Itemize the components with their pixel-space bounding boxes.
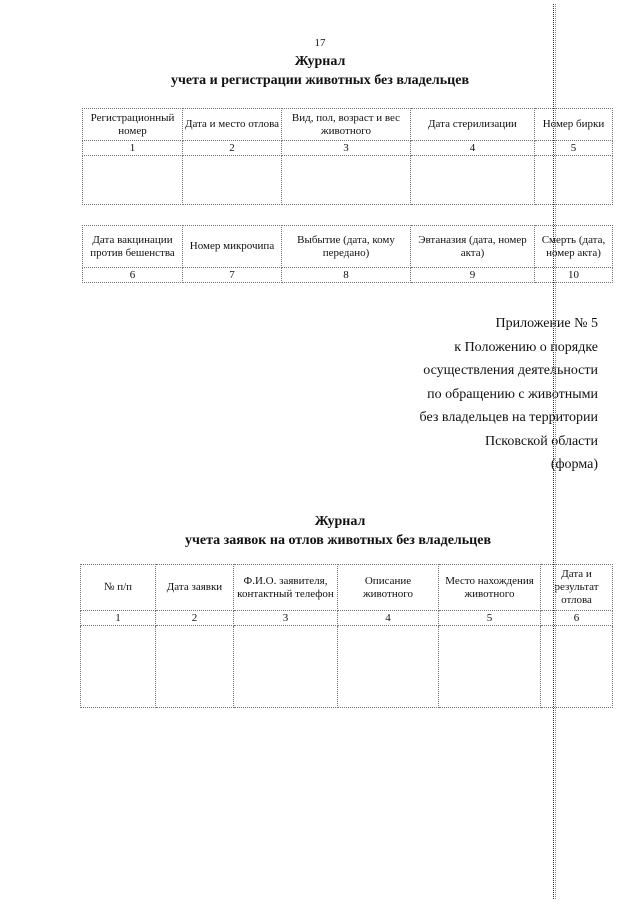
number-cell: 4 <box>338 611 439 626</box>
table-empty-row <box>81 626 613 708</box>
number-cell: 3 <box>234 611 338 626</box>
empty-cell <box>282 156 411 205</box>
header-cell: Дата и результат отлова <box>541 565 613 611</box>
number-cell: 1 <box>83 141 183 156</box>
table-header-row <box>83 109 613 141</box>
table-number-row <box>83 268 613 283</box>
journal2-title: Журнал <box>314 514 366 529</box>
empty-cell <box>83 156 183 205</box>
header-cell: Смерть (дата, номер акта) <box>535 226 613 268</box>
appendix-line: без владельцев на территории <box>419 410 598 425</box>
header-cell: Регистрационный номер <box>83 109 183 141</box>
number-cell: 2 <box>183 141 282 156</box>
appendix-line: осуществления деятельности <box>423 363 598 378</box>
journal2-subtitle: учета заявок на отлов животных без владельцев <box>184 533 492 548</box>
number-cell: 10 <box>535 268 613 283</box>
journal1-subtitle: учета и регистрации животных без владельцев <box>170 73 470 88</box>
appendix-line: по обращению с животными <box>427 386 598 402</box>
number-cell: 4 <box>411 141 535 156</box>
appendix-line: Приложение № 5 <box>495 316 598 331</box>
header-cell: Описание животного <box>338 565 439 611</box>
header-cell: Эвтаназия (дата, номер акта) <box>411 226 535 268</box>
appendix-line: к Положению о порядке <box>454 339 598 355</box>
empty-cell <box>156 626 234 708</box>
header-cell: Вид, пол, возраст и вес животного <box>282 109 411 141</box>
table-header-row <box>83 226 613 268</box>
header-cell: Дата стерилизации <box>411 109 535 141</box>
journal1-table-b <box>82 225 613 283</box>
empty-cell <box>411 156 535 205</box>
empty-cell <box>338 626 439 708</box>
page-number: 17 <box>314 37 326 49</box>
table-empty-row <box>83 156 613 205</box>
empty-cell <box>183 156 282 205</box>
number-cell: 3 <box>282 141 411 156</box>
appendix-line: (форма) <box>550 457 598 472</box>
number-cell: 5 <box>535 141 613 156</box>
number-cell: 2 <box>156 611 234 626</box>
scan-fold-line <box>553 4 554 899</box>
header-cell: Номер бирки <box>535 109 613 141</box>
table-number-row <box>81 611 613 626</box>
header-cell: Дата заявки <box>156 565 234 611</box>
empty-cell <box>81 626 156 708</box>
number-cell: 1 <box>81 611 156 626</box>
header-cell: Дата и место отлова <box>183 109 282 141</box>
number-cell: 5 <box>439 611 541 626</box>
number-cell: 6 <box>83 268 183 283</box>
table-number-row <box>83 141 613 156</box>
header-cell: Дата вакцинации против бешенства <box>83 226 183 268</box>
scan-fold-line <box>555 4 556 899</box>
appendix-block <box>420 312 598 477</box>
number-cell: 9 <box>411 268 535 283</box>
empty-cell <box>535 156 613 205</box>
empty-cell <box>234 626 338 708</box>
journal2-table <box>80 564 613 708</box>
header-cell: Выбытие (дата, кому передано) <box>282 226 411 268</box>
header-cell: Место нахождения животного <box>439 565 541 611</box>
appendix-line: Псковской области <box>484 433 598 449</box>
header-cell: № п/п <box>81 565 156 611</box>
number-cell: 8 <box>282 268 411 283</box>
table-header-row <box>81 565 613 611</box>
empty-cell <box>541 626 613 708</box>
number-cell: 6 <box>541 611 613 626</box>
number-cell: 7 <box>183 268 282 283</box>
journal1-table-a <box>82 108 613 205</box>
header-cell: Ф.И.О. заявителя, контактный телефон <box>234 565 338 611</box>
header-cell: Номер микрочипа <box>183 226 282 268</box>
journal1-title: Журнал <box>294 54 346 69</box>
empty-cell <box>439 626 541 708</box>
